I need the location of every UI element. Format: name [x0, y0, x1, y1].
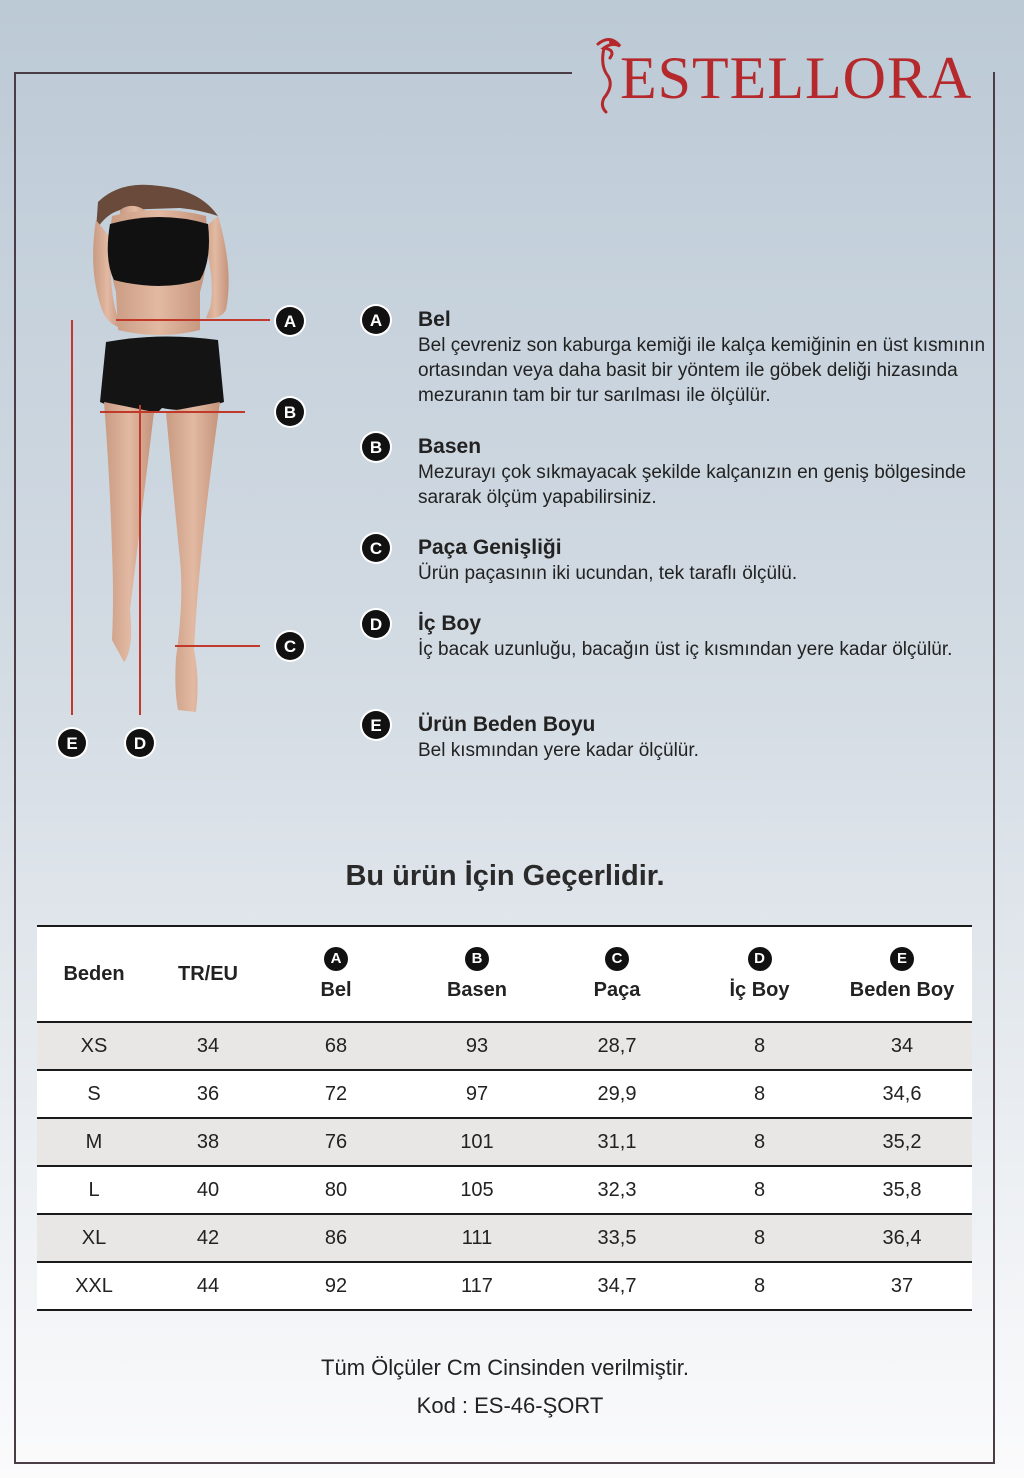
cell-bel: 86	[324, 1226, 348, 1249]
cell-beden: XL	[81, 1226, 107, 1249]
legend-desc-bel: Bel çevreniz son kaburga kemiği ile kalça kemiğinin en üst kısmının ortasından veya daha basit bir yöntem ile göbek deliği hizasında mezuranın tam bir tur sarılması ile ölçülür.	[418, 335, 986, 406]
frame-top-line	[14, 72, 572, 74]
frame-left-line	[14, 72, 16, 1464]
figure-marker-b-label: B	[283, 402, 297, 422]
cell-beden: L	[88, 1178, 100, 1201]
header-marker-e	[890, 947, 914, 971]
header-marker-e-label: E	[896, 950, 907, 967]
cell-icboy: 8	[753, 1034, 766, 1057]
header-marker-a	[324, 947, 348, 971]
figure-marker-a	[276, 307, 304, 335]
table-row	[37, 1071, 972, 1119]
legend-desc-icboy: İç bacak uzunluğu, bacağın üst iç kısmından yere kadar ölçülür.	[418, 639, 953, 660]
cell-bedenboy: 34,6	[882, 1082, 922, 1105]
cell-icboy: 8	[753, 1082, 766, 1105]
legend-title-basen: Basen	[418, 435, 482, 458]
cell-treu: 34	[196, 1034, 220, 1057]
legend-marker-c-label: C	[369, 538, 383, 558]
figure-marker-e	[58, 729, 86, 757]
legend-marker-d	[362, 610, 390, 638]
brand-logo	[590, 36, 980, 116]
cell-paca: 28,7	[597, 1034, 637, 1057]
table-row	[37, 1215, 972, 1263]
cell-paca: 33,5	[597, 1226, 637, 1249]
header-marker-c-label: C	[611, 950, 623, 967]
table-row	[37, 1167, 972, 1215]
legend-marker-a-label: A	[369, 310, 383, 330]
legend-marker-b-label: B	[369, 437, 383, 457]
header-treu: TR/EU	[178, 962, 238, 985]
table-header	[37, 925, 972, 1023]
header-bedenboy-label: Beden Boy	[849, 978, 955, 1001]
cell-beden: XS	[80, 1034, 108, 1057]
cell-bedenboy: 37	[890, 1274, 914, 1297]
cell-icboy: 8	[753, 1274, 766, 1297]
figure-marker-c-label: C	[283, 636, 297, 656]
legend-desc-basen: Mezurayı çok sıkmayacak şekilde kalçanızın en geniş bölgesinde sararak ölçüm yapabilirsiniz.	[418, 462, 967, 508]
cell-paca: 34,7	[597, 1274, 637, 1297]
header-bel	[281, 927, 391, 1021]
legend-marker-e	[362, 711, 390, 739]
cell-bel: 80	[324, 1178, 348, 1201]
header-bedenboy	[832, 927, 972, 1021]
figure-marker-c	[276, 632, 304, 660]
cell-bel: 68	[324, 1034, 348, 1057]
cell-treu: 44	[196, 1274, 220, 1297]
cell-basen: 111	[461, 1226, 493, 1249]
cell-basen: 105	[460, 1178, 494, 1201]
header-marker-c	[605, 947, 629, 971]
brand-name: ESTELLORA	[620, 45, 973, 111]
header-icboy-label: İç Boy	[729, 978, 790, 1001]
model-illustration	[50, 180, 310, 770]
legend-title-urun-beden-boyu: Ürün Beden Boyu	[418, 713, 596, 736]
frame-bottom-line	[14, 1462, 995, 1464]
frame-right-line	[993, 72, 995, 1464]
model-figure	[50, 180, 310, 770]
cell-treu: 36	[196, 1082, 220, 1105]
cell-bel: 76	[324, 1130, 348, 1153]
figure-marker-e-label: E	[66, 733, 78, 753]
cell-basen: 101	[460, 1130, 494, 1153]
legend-desc-paca: Ürün paçasının iki ucundan, tek taraflı ölçülü.	[418, 563, 798, 584]
header-bel-label: Bel	[320, 978, 352, 1001]
footer-note: Tüm Ölçüler Cm Cinsinden verilmiştir.	[321, 1355, 689, 1380]
cell-icboy: 8	[753, 1130, 766, 1153]
cell-basen: 97	[465, 1082, 489, 1105]
header-icboy	[692, 927, 827, 1021]
header-basen-label: Basen	[446, 978, 508, 1001]
cell-icboy: 8	[753, 1226, 766, 1249]
cell-paca: 31,1	[597, 1130, 637, 1153]
legend-title-bel: Bel	[418, 308, 451, 331]
table-row	[37, 1263, 972, 1311]
cell-treu: 40	[196, 1178, 220, 1201]
cell-basen: 93	[465, 1034, 489, 1057]
cell-bel: 92	[324, 1274, 348, 1297]
cell-paca: 32,3	[597, 1178, 637, 1201]
legend-title-paca: Paça Genişliği	[418, 536, 562, 559]
legend-marker-d-label: D	[369, 614, 383, 634]
header-paca-label: Paça	[593, 978, 641, 1001]
table-row	[37, 1119, 972, 1167]
cell-treu: 42	[196, 1226, 220, 1249]
cell-beden: M	[85, 1130, 103, 1153]
size-table	[37, 925, 972, 1311]
legend-title-icboy: İç Boy	[418, 612, 482, 635]
header-marker-b-label: B	[471, 950, 483, 967]
cell-bedenboy: 34	[890, 1034, 914, 1057]
legend-marker-e-label: E	[370, 715, 382, 735]
cell-paca: 29,9	[597, 1082, 637, 1105]
cell-bel: 72	[324, 1082, 348, 1105]
figure-marker-a-label: A	[283, 311, 297, 331]
legend-marker-b	[362, 433, 390, 461]
figure-marker-d	[126, 729, 154, 757]
header-beden: Beden	[63, 962, 125, 985]
header-basen	[407, 927, 547, 1021]
header-marker-a-label: A	[330, 950, 342, 967]
cell-beden: S	[87, 1082, 101, 1105]
cell-basen: 117	[461, 1274, 493, 1297]
legend-desc-urun-beden-boyu: Bel kısmından yere kadar ölçülür.	[418, 740, 699, 761]
cell-bedenboy: 36,4	[882, 1226, 922, 1249]
cell-treu: 38	[196, 1130, 220, 1153]
header-marker-d	[748, 947, 772, 971]
product-code: Kod : ES-46-ŞORT	[416, 1393, 604, 1418]
legend-marker-c	[362, 534, 390, 562]
table-row	[37, 1023, 972, 1071]
figure-marker-d-label: D	[133, 733, 147, 753]
header-marker-d-label: D	[754, 950, 765, 967]
header-paca	[547, 927, 687, 1021]
cell-bedenboy: 35,8	[882, 1178, 922, 1201]
cell-beden: XXL	[75, 1274, 113, 1297]
section-title: Bu ürün İçin Geçerlidir.	[345, 860, 665, 892]
legend-marker-a	[362, 306, 390, 334]
header-marker-b	[465, 947, 489, 971]
cell-icboy: 8	[753, 1178, 766, 1201]
cell-bedenboy: 35,2	[882, 1130, 922, 1153]
figure-marker-b	[276, 398, 304, 426]
